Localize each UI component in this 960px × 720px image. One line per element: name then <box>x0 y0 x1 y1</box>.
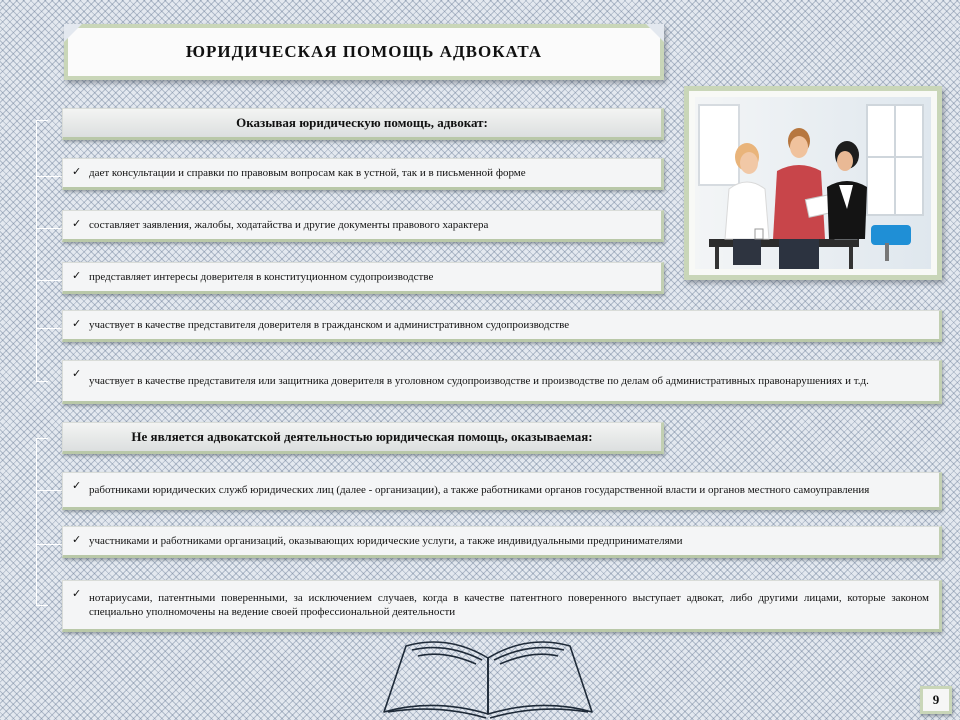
open-book-icon <box>378 628 598 720</box>
list-item <box>62 310 942 342</box>
section2-header <box>62 422 664 454</box>
section1-tick <box>36 328 62 329</box>
check-icon: ✓ <box>72 533 82 546</box>
check-icon: ✓ <box>72 269 82 282</box>
slide-title: ЮРИДИЧЕСКАЯ ПОМОЩЬ АДВОКАТА <box>64 24 664 80</box>
section1-tick <box>36 280 62 281</box>
list-item-text: нотариусами, патентными поверенными, за исключением случаев, когда в качестве патентного поверенного выступает адвокат, либо другими лицами, которые законом специально уполномочены на ведение своей профессиональной деятельности <box>89 592 929 618</box>
section2-tick <box>36 544 62 545</box>
check-icon: ✓ <box>72 217 82 230</box>
check-icon: ✓ <box>72 479 82 492</box>
list-item <box>62 580 942 632</box>
list-item <box>62 360 942 404</box>
list-item-text: участвует в качестве представителя или защитника доверителя в уголовном судопроизводстве и производстве по делам об административных правонарушениях и т.д. <box>89 375 869 387</box>
section2-bracket <box>36 438 48 606</box>
list-item-text: участвует в качестве представителя доверителя в гражданском и административном судопроизводстве <box>89 319 570 331</box>
team-photo <box>684 86 942 280</box>
section1-header-text: Оказывая юридическую помощь, адвокат: <box>236 115 488 130</box>
check-icon: ✓ <box>72 367 82 380</box>
list-item <box>62 472 942 510</box>
list-item-text: дает консультации и справки по правовым вопросам как в устной, так и в письменной форме <box>89 167 526 179</box>
list-item-text: участниками и работниками организаций, оказывающих юридические услуги, а также индивидуальными предпринимателями <box>89 535 683 547</box>
list-item <box>62 158 664 190</box>
office-people-illustration <box>695 97 931 269</box>
section1-tick <box>36 228 62 229</box>
section1-header <box>62 108 664 140</box>
section2-header-text: Не является адвокатской деятельностью юридическая помощь, оказываемая: <box>131 429 593 444</box>
page-number: 9 <box>920 686 952 714</box>
list-item <box>62 262 664 294</box>
check-icon: ✓ <box>72 587 82 600</box>
list-item <box>62 526 942 558</box>
check-icon: ✓ <box>72 165 82 178</box>
list-item-text: работниками юридических служб юридических лиц (далее - организации), а также работниками органов государственной власти и органов местного самоуправления <box>89 484 870 496</box>
section2-tick <box>36 490 62 491</box>
check-icon: ✓ <box>72 317 82 330</box>
list-item <box>62 210 664 242</box>
list-item-text: составляет заявления, жалобы, ходатайства и другие документы правового характера <box>89 219 489 231</box>
list-item-text: представляет интересы доверителя в конституционном судопроизводстве <box>89 271 434 283</box>
section1-tick <box>36 176 62 177</box>
section1-bracket <box>36 120 48 382</box>
